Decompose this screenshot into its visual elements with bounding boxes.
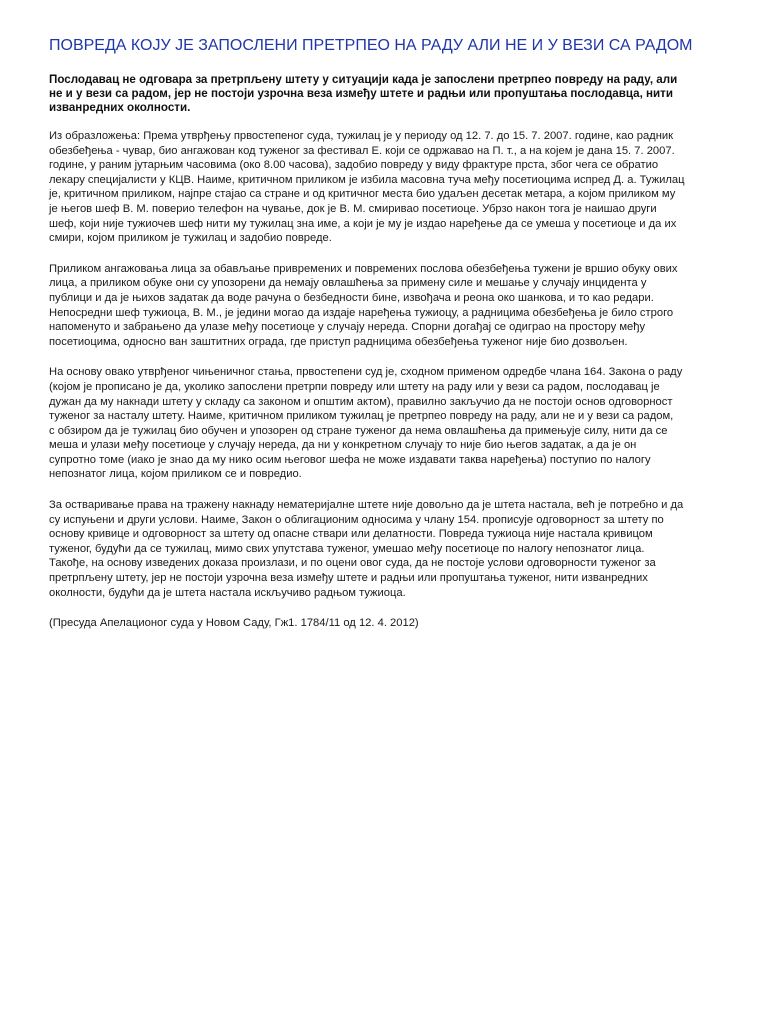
text-line: меша и улази међу посетиоце у случају нереда, да ни у конкретном случају то није био његов задатак, а да је он <box>49 439 637 452</box>
text-line: На основу овако утврђеног чињеничног стања, првостепени суд је, сходном применом одредбе члана 164. Закона о раду <box>49 366 683 379</box>
reasoning-paragraph-first-instance <box>49 365 721 482</box>
text-line: Из образложења: Према утврђењу првостепеног суда, тужилац је у периоду од 12. 7. до 15. 7. 2007. године, као радник <box>49 130 674 142</box>
reasoning-paragraph-facts <box>49 129 721 246</box>
summary-line: изванредних околности. <box>49 101 191 114</box>
text-line: публици и да је њихов задатак да воде рачуна о безбедности бине, извођача и реона око шанкова, и то као редари. <box>49 291 654 304</box>
text-line: Приликом ангажовања лица за обављање привремених и повремених послова обезбеђења тужени је вршио обуку ових <box>49 262 678 275</box>
text-line: дужан да му накнади штету у складу са законом и општим актом), правилно закључио да не постоји основ одговорност <box>49 395 673 408</box>
citation-line: (Пресуда Апелационог суда у Новом Саду, Гж1. 1784/11 од 12. 4. 2012) <box>49 617 419 630</box>
text-line: је, критичном приликом, најпре стајао са стране и од критичног места био удаљен десетак метара, а којом приликом му <box>49 188 676 201</box>
text-line: смири, којом приликом је тужилац и задобио повреде. <box>49 232 332 245</box>
text-line: посетиоцима, односно ван заштитних ограда, где приступ радницима обезбеђења туженог није био дозвољен. <box>49 335 628 348</box>
text-line: шеф, који није тужиочев шеф нити му тужилац зна име, а који је му је издао наређење да се умеша у посетиоце и да их <box>49 217 677 230</box>
text-line: Такође, на основу изведених доказа произлази, и по оцени овог суда, да не постоје услови одговорности туженог за <box>49 557 656 570</box>
text-line: је његов шеф В. М. поверио телефон на чување, док је В. М. смиривао посетиоце. Убрзо након тога је наишао други <box>49 202 657 215</box>
text-line: претрпљену штету, јер не постоји узрочна веза између штете и радњи или пропуштања туженог, нити изванредних <box>49 572 648 585</box>
text-line: лица, а приликом обуке они су упозорени да немају овлашћења за примену силе и мешање у случају инцидента у <box>49 277 647 290</box>
text-line: (којом је прописано је да, уколико запослени претрпи повреду или штету на раду или у вези са радом, послодавац је <box>49 380 660 393</box>
text-line: туженог за насталу штету. Наиме, критичном приликом тужилац је претрпео повреду на раду, али не и у вези са радом, <box>49 410 674 423</box>
text-line: напоменуто и забрањено да улазе међу посетиоце у случају нереда. Спорни догађај се одиграо на простору међу <box>49 321 646 334</box>
ruling-summary <box>49 73 721 115</box>
document-title: ПОВРЕДА КОЈУ ЈЕ ЗАПОСЛЕНИ ПРЕТРПЕО НА РАДУ АЛИ НЕ И У ВЕЗИ СА РАДОМ <box>49 37 693 54</box>
text-line: су испуњени и други услови. Наиме, Закон о облигационим односима у члану 154. прописује одговорност за штету по <box>49 513 664 526</box>
reasoning-paragraph-liability <box>49 498 721 600</box>
reasoning-paragraph-training <box>49 262 721 350</box>
text-line: Непосредни шеф тужиоца, В. М., је једини могао да издаје наређења тужиоцу, а радницима обезбеђења је било строго <box>49 306 674 319</box>
case-citation <box>49 616 721 631</box>
text-line: туженог, будући да се тужилац, мимо свих упутстава туженог, умешао међу посетиоце по налогу непознатог лица. <box>49 542 645 555</box>
text-line: с обзиром да је тужилац био обучен и упозорен од стране туженог да нема овлашћења да примењује силу, нити да се <box>49 424 668 437</box>
text-line: супротно томе (иако је знао да му нико осим његовог шефа не може издавати таква наређења) поступио по налогу <box>49 453 651 466</box>
document-page <box>49 0 721 631</box>
text-line: године, у раним јутарњим часовима (око 8.00 часова), задобио повреду у виду фрактуре прста, због чега се обратио <box>49 159 659 172</box>
text-line: лекару специјалисти у КЦВ. Наиме, критичном приликом је избила масовна туча међу посетиоцима испред Д. а. Тужилац <box>49 173 685 186</box>
text-line: обезбеђења - чувар, био ангажован код туженог за фестивал Е. који се одржавао на П. т., а на којем је дана 15. 7. 2007. <box>49 144 675 157</box>
summary-line: не и у вези са радом, јер не постоји узрочна веза између штете и радњи или пропуштања послодавца, нити <box>49 87 673 100</box>
text-line: непознатог лица, којом приликом се и повредио. <box>49 468 302 481</box>
summary-line: Послодавац не одговара за претрпљену штету у ситуацији када је запослени претрпео повреду на раду, али <box>49 73 678 86</box>
text-line: За остваривање права на тражену накнаду нематеријалне штете није довољно да је штета настала, већ је потребно и да <box>49 499 684 512</box>
text-line: околности, будући да је штета настала искључиво радњом тужиоца. <box>49 586 406 599</box>
text-line: основу кривице и одговорност за штету од опасне ствари или делатности. Повреда тужиоца није настала кривицом <box>49 528 653 541</box>
